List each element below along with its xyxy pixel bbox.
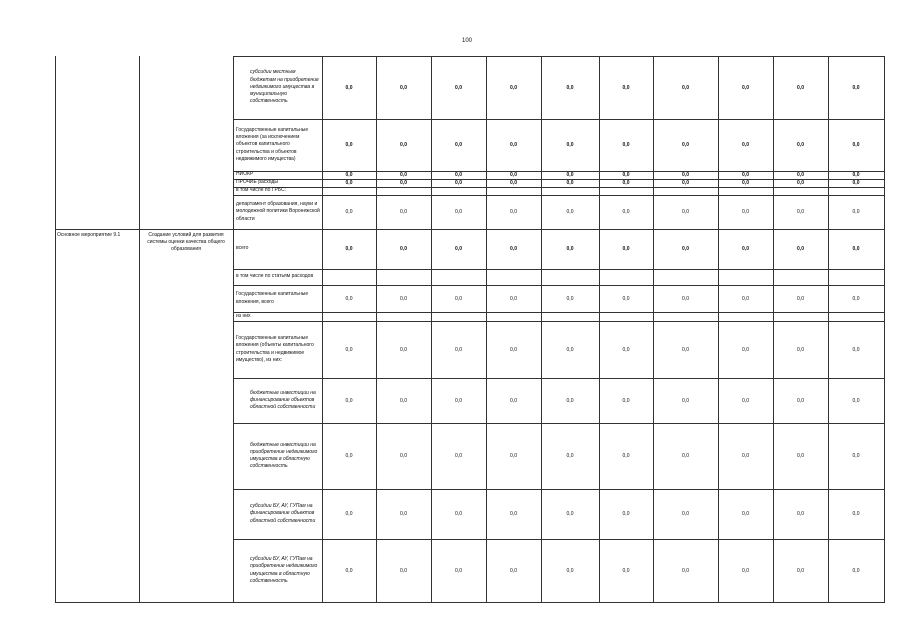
value-cell: 0,0 — [510, 209, 517, 215]
value-cell: 0,0 — [742, 453, 749, 459]
value-cell: 0,0 — [852, 567, 860, 574]
grid-line — [139, 56, 140, 603]
value-cell: 0,0 — [797, 246, 804, 252]
value-cell: 0,0 — [797, 567, 804, 574]
value-cell: 0,0 — [682, 209, 689, 215]
value-cell: 0,0 — [742, 511, 749, 517]
grid-line — [828, 56, 829, 603]
value-cell: 0,0 — [455, 246, 462, 252]
row-label: субсидии БУ, АУ, ГУПам на финансирование объектов областной собственности — [250, 503, 316, 524]
value-cell: 0,0 — [345, 246, 353, 252]
grid-line — [233, 171, 885, 172]
value-cell: 0,0 — [852, 295, 860, 302]
value-cell: 0,0 — [510, 397, 517, 404]
value-cell: 0,0 — [566, 209, 574, 215]
value-cell: 0,0 — [400, 209, 407, 215]
value-cell: 0,0 — [455, 84, 462, 91]
grid-line — [773, 56, 774, 603]
grid-line — [376, 56, 377, 603]
value-cell: 0,0 — [400, 180, 407, 186]
value-cell: 0,0 — [345, 453, 353, 459]
value-cell: 0,0 — [510, 346, 517, 353]
value-cell: 0,0 — [566, 346, 574, 353]
value-cell: 0,0 — [622, 453, 630, 459]
value-cell: 0,0 — [566, 246, 574, 252]
value-cell: 0,0 — [510, 180, 517, 186]
value-cell: 0,0 — [852, 180, 860, 186]
value-cell: 0,0 — [852, 172, 860, 178]
value-cell: 0,0 — [510, 246, 517, 252]
value-cell: 0,0 — [510, 142, 517, 148]
grid-line — [233, 285, 885, 286]
value-cell: 0,0 — [622, 180, 630, 186]
value-cell: 0,0 — [400, 246, 407, 252]
value-cell: 0,0 — [455, 295, 462, 302]
value-cell: 0,0 — [400, 567, 407, 574]
grid-line — [233, 539, 885, 540]
grid-line — [486, 56, 487, 603]
value-cell: 0,0 — [852, 142, 860, 148]
row-label: Государственные капитальные вложения (объекты капитального строительства и недвижимое имущество), из них: — [236, 335, 314, 363]
value-cell: 0,0 — [455, 397, 462, 404]
value-cell: 0,0 — [510, 453, 517, 459]
grid-line — [653, 56, 654, 603]
row-label: ПРОЧИЕ расходы — [236, 179, 278, 186]
value-cell: 0,0 — [797, 84, 804, 91]
value-cell: 0,0 — [345, 397, 353, 404]
value-cell: 0,0 — [797, 511, 804, 517]
value-cell: 0,0 — [455, 453, 462, 459]
value-cell: 0,0 — [510, 511, 517, 517]
value-cell: 0,0 — [566, 453, 574, 459]
value-cell: 0,0 — [852, 84, 860, 91]
value-cell: 0,0 — [455, 511, 462, 517]
value-cell: 0,0 — [797, 453, 804, 459]
value-cell: 0,0 — [682, 511, 689, 517]
value-cell: 0,0 — [852, 511, 860, 517]
value-cell: 0,0 — [622, 397, 630, 404]
budget-table — [55, 56, 885, 603]
value-cell: 0,0 — [566, 84, 574, 91]
value-cell: 0,0 — [400, 397, 407, 404]
value-cell: 0,0 — [797, 142, 804, 148]
value-cell: 0,0 — [682, 453, 689, 459]
value-cell: 0,0 — [742, 567, 749, 574]
value-cell: 0,0 — [797, 346, 804, 353]
value-cell: 0,0 — [455, 346, 462, 353]
grid-line — [233, 195, 885, 196]
value-cell: 0,0 — [852, 453, 860, 459]
value-cell: 0,0 — [622, 511, 630, 517]
grid-line — [55, 229, 885, 230]
value-cell: 0,0 — [622, 567, 630, 574]
value-cell: 0,0 — [622, 172, 630, 178]
value-cell: 0,0 — [400, 84, 407, 91]
value-cell: 0,0 — [566, 180, 574, 186]
value-cell: 0,0 — [400, 172, 407, 178]
row-label: департамент образования, науки и молодежной политики Воронежской области — [236, 201, 320, 222]
value-cell: 0,0 — [455, 209, 462, 215]
value-cell: 0,0 — [566, 567, 574, 574]
value-cell: 0,0 — [566, 295, 574, 302]
value-cell: 0,0 — [742, 246, 749, 252]
value-cell: 0,0 — [682, 295, 689, 302]
value-cell: 0,0 — [622, 84, 630, 91]
value-cell: 0,0 — [345, 142, 353, 148]
value-cell: 0,0 — [797, 172, 804, 178]
value-cell: 0,0 — [345, 346, 353, 353]
grid-line — [233, 321, 885, 322]
value-cell: 0,0 — [852, 346, 860, 353]
value-cell: 0,0 — [742, 346, 749, 353]
activity-title: Создание условий для развития системы оценки качества общего образования — [147, 232, 225, 252]
row-label: субсидии местным бюджетам на приобретение недвижимого имущества в муниципальную собственность — [250, 69, 319, 105]
row-label: бюджетные инвестиции на финансирование объектов областной собственности — [250, 389, 316, 411]
value-cell: 0,0 — [345, 511, 353, 517]
value-cell: 0,0 — [345, 172, 353, 178]
value-cell: 0,0 — [400, 346, 407, 353]
value-cell: 0,0 — [455, 567, 462, 574]
value-cell: 0,0 — [455, 142, 462, 148]
grid-line — [233, 119, 885, 120]
value-cell: 0,0 — [742, 397, 749, 404]
value-cell: 0,0 — [566, 397, 574, 404]
grid-line — [233, 187, 885, 188]
grid-line — [718, 56, 719, 603]
grid-line — [541, 56, 542, 603]
grid-line — [233, 423, 885, 424]
value-cell: 0,0 — [852, 209, 860, 215]
row-label: из них — [236, 312, 251, 319]
value-cell: 0,0 — [345, 84, 353, 91]
value-cell: 0,0 — [400, 453, 407, 459]
value-cell: 0,0 — [682, 84, 689, 91]
row-label: бюджетные инвестиции на приобретение недвижимого имущества в областную собственность — [250, 441, 318, 470]
value-cell: 0,0 — [455, 180, 462, 186]
value-cell: 0,0 — [742, 180, 749, 186]
value-cell: 0,0 — [852, 397, 860, 404]
grid-line — [233, 56, 885, 57]
grid-line — [431, 56, 432, 603]
value-cell: 0,0 — [345, 180, 353, 186]
grid-line — [233, 312, 885, 313]
row-label: НИОКР — [236, 171, 254, 178]
value-cell: 0,0 — [566, 511, 574, 517]
grid-line — [55, 56, 56, 603]
value-cell: 0,0 — [566, 142, 574, 148]
value-cell: 0,0 — [345, 295, 353, 302]
grid-line — [233, 378, 885, 379]
value-cell: 0,0 — [622, 346, 630, 353]
value-cell: 0,0 — [682, 180, 689, 186]
value-cell: 0,0 — [622, 142, 630, 148]
value-cell: 0,0 — [510, 295, 517, 302]
value-cell: 0,0 — [622, 295, 630, 302]
value-cell: 0,0 — [345, 567, 353, 574]
row-label: Государственные капитальные вложения (за исключением объектов капитального строительства и объектов недвижимого имущества) — [236, 126, 309, 162]
value-cell: 0,0 — [682, 397, 689, 404]
grid-line — [884, 56, 885, 603]
value-cell: 0,0 — [400, 142, 407, 148]
activity-code: Основное мероприятие 9.1 — [57, 232, 121, 238]
page-number: 100 — [462, 38, 473, 44]
value-cell: 0,0 — [682, 246, 689, 252]
grid-line — [599, 56, 600, 603]
value-cell: 0,0 — [742, 209, 749, 215]
value-cell: 0,0 — [510, 567, 517, 574]
row-label: субсидии БУ, АУ, ГУПам на приобретение недвижимого имущества в областную собственность — [250, 556, 318, 584]
grid-line — [55, 602, 885, 603]
value-cell: 0,0 — [682, 346, 689, 353]
value-cell: 0,0 — [742, 142, 749, 148]
value-cell: 0,0 — [742, 172, 749, 178]
value-cell: 0,0 — [400, 295, 407, 302]
value-cell: 0,0 — [455, 172, 462, 178]
value-cell: 0,0 — [622, 209, 630, 215]
grid-line — [233, 269, 885, 270]
value-cell: 0,0 — [797, 295, 804, 302]
value-cell: 0,0 — [400, 511, 407, 517]
grid-line — [233, 489, 885, 490]
row-label: в том числе по ГРБС: — [236, 187, 287, 194]
value-cell: 0,0 — [566, 172, 574, 178]
value-cell: 0,0 — [682, 172, 689, 178]
grid-line — [233, 179, 885, 180]
value-cell: 0,0 — [742, 295, 749, 302]
value-cell: 0,0 — [797, 209, 804, 215]
value-cell: 0,0 — [852, 246, 860, 252]
value-cell: 0,0 — [742, 84, 749, 91]
value-cell: 0,0 — [345, 209, 353, 215]
value-cell: 0,0 — [682, 142, 689, 148]
row-label: Государственные капитальные вложения, всего — [236, 291, 309, 305]
value-cell: 0,0 — [622, 246, 630, 252]
row-label: всего — [236, 245, 249, 252]
row-label: в том числе по статьям расходов — [236, 273, 314, 280]
value-cell: 0,0 — [797, 397, 804, 404]
value-cell: 0,0 — [510, 172, 517, 178]
value-cell: 0,0 — [682, 567, 689, 574]
value-cell: 0,0 — [510, 84, 517, 91]
value-cell: 0,0 — [797, 180, 804, 186]
